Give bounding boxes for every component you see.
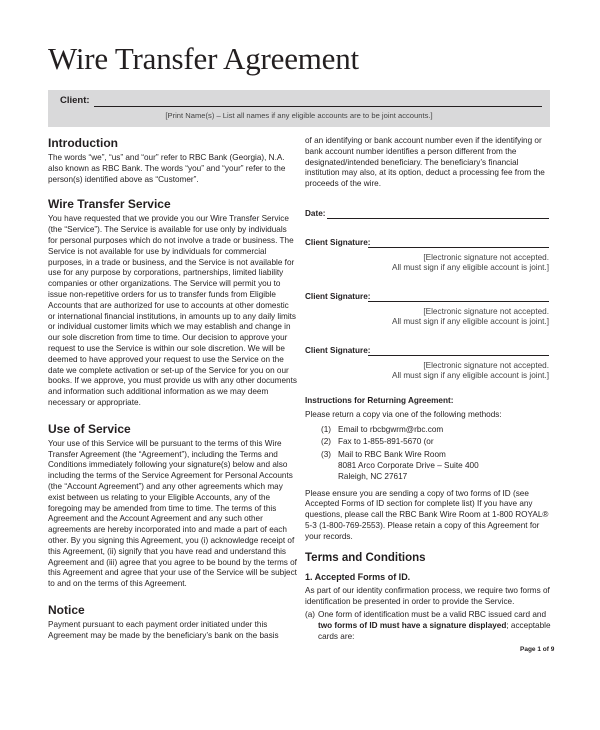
wire-service-text: You have requested that we provide you our Wire Transfer Service (the “Service”). The Service is available for use only by individuals for personal purposes which do not involve a trade or business. The Service is not available for use by individuals for commercial purposes, in a trade or business, and the Service is not available for use for any purpose by corporations, partnerships, limited liability companies or other organizations. The Service will permit you to issue non-repetitive orders for us to transfer funds from Eligible Accounts that are authorized for use to accounts at other domestic or international financial institutions, in amounts up to any daily limits or individual customer limits which we may establish and change in our sole discretion from time to time. Our decision to approve your request to use the Service is within our sole discretion. We will be deemed to have approved your request to use the Service on the date we complete activation or set-up of the Service for you on our books. If we approve, you must provide us with any other documents and information such additional information as we may deem necessary or appropriate. — [48, 214, 297, 407]
method-number: (2) — [321, 437, 332, 447]
method-number: (1) — [321, 424, 332, 434]
accepted-id-item-a — [305, 610, 553, 642]
client-hint: [Print Name(s) – List all names if any eligible accounts are to be joint accounts.] — [165, 111, 433, 120]
signature-note-1 — [349, 253, 549, 274]
method-item — [321, 450, 553, 461]
introduction-heading: Introduction — [48, 136, 118, 150]
signature-block-3 — [305, 346, 549, 386]
signature-note-line: All must sign if any eligible account is joint.] — [391, 263, 549, 273]
introduction-text: The words “we”, “us” and “our” refer to RBC Bank (Georgia), N.A. also known as RBC Bank. The words “you” and “your” refer to the person(s) identified above as “Customer”. — [48, 153, 286, 184]
date-block — [305, 209, 549, 223]
client-band — [48, 90, 550, 127]
notice-heading: Notice — [48, 602, 85, 617]
signature-note-line: All must sign if any eligible account is joint.] — [391, 317, 549, 327]
signature-note-3 — [349, 361, 549, 382]
instructions-heading: Instructions for Returning Agreement: — [305, 396, 454, 405]
document-title: Wire Transfer Agreement — [48, 41, 359, 76]
method-text: Fax to 1-855-891-5670 (or — [338, 437, 434, 447]
use-of-service-heading: Use of Service — [48, 421, 131, 436]
terms-heading: Terms and Conditions — [305, 552, 426, 564]
signature-note-line: [Electronic signature not accepted. — [423, 361, 549, 370]
left-column — [48, 136, 298, 641]
method-number: (3) — [321, 450, 332, 460]
right-column-top — [305, 136, 555, 190]
signature-field-3[interactable] — [368, 355, 549, 356]
terms-block — [305, 551, 553, 643]
wire-service-heading: Wire Transfer Service — [48, 197, 171, 212]
signature-block-2 — [305, 292, 549, 332]
item-label: (a) — [305, 610, 316, 620]
signature-note-line: [Electronic signature not accepted. — [423, 307, 549, 316]
accepted-id-text: As part of our identity confirmation process, we require two forms of identification be presented in order to provide the Service. — [305, 585, 550, 606]
signature-block-1 — [305, 238, 549, 278]
signature-field-1[interactable] — [368, 247, 549, 248]
client-name-field[interactable] — [94, 106, 542, 107]
signature-label: Client Signature: — [305, 292, 371, 301]
instructions-block — [305, 396, 553, 543]
method-item — [321, 425, 553, 436]
notice-continued-text: of an identifying or bank account number even if the identifying or bank account number identifies a person different from the designated/intended beneficiary. The beneficiary’s financial institution may also, at its option, deduct a processing fee from the proceeds of the wire. — [305, 136, 545, 189]
instructions-outro: Please ensure you are sending a copy of two forms of ID (see Accepted Forms of ID section for complete list) If you have any questions, please call the RBC Bank Wire Room at 1-800 ROYAL® 5-3 (1-800-769-2553). Please retain a copy of this Agreement for your records. — [305, 488, 549, 541]
client-label: Client: — [60, 95, 90, 106]
page-number: Page 1 of 9 — [520, 646, 555, 653]
signature-note-line: [Electronic signature not accepted. — [423, 253, 549, 262]
item-a-text: One form of identification must be a valid RBC issued card and — [318, 610, 546, 620]
signature-note-line: All must sign if any eligible account is joint.] — [391, 371, 549, 381]
mail-address-line: Raleigh, NC 27617 — [338, 471, 408, 481]
date-label: Date: — [305, 209, 326, 218]
accepted-id-heading: 1. Accepted Forms of ID. — [305, 572, 411, 582]
method-text: Mail to RBC Bank Wire Room — [338, 450, 446, 460]
item-a-text-end: ; acceptable cards are: — [318, 621, 551, 641]
method-text: Email to rbcbgwrm@rbc.com — [338, 424, 444, 434]
notice-text: Payment pursuant to each payment order initiated under this Agreement may be made by the beneficiary’s bank on the basis — [48, 619, 279, 640]
use-of-service-text: Your use of this Service will be pursuant to the terms of this Wire Transfer Agreement (the “Agreement”), including the Terms and Conditions immediately following your signature(s) below and also including the terms of the Service Agreement for Personal Accounts (the “Account Agreement”) and any other agreements which may exist between us relating to your Eligible Accounts, any of the foregoing may be amended from time to time. The terms of this Agreement and the Account Agreement and any such other agreements are hereby incorporated into and made a part of each other. By you signing this Agreement, you (i) acknowledge receipt of this Agreement, (ii) signify that you have read and understand this Agreement and (iii) agree that you agree to be bound by the terms of this Agreement and agree that your use of the Service will be subject to and on the terms of this Agreement. — [48, 438, 297, 589]
date-field[interactable] — [327, 218, 549, 219]
signature-field-2[interactable] — [368, 301, 549, 302]
signature-label: Client Signature: — [305, 346, 371, 355]
method-item — [321, 437, 553, 448]
item-a-bold-text: two forms of ID must have a signature displayed — [318, 621, 507, 631]
signature-label: Client Signature: — [305, 238, 371, 247]
mail-address-line: 8081 Arco Corporate Drive – Suite 400 — [338, 460, 479, 470]
instructions-intro: Please return a copy via one of the following methods: — [305, 409, 502, 419]
signature-note-2 — [349, 307, 549, 328]
